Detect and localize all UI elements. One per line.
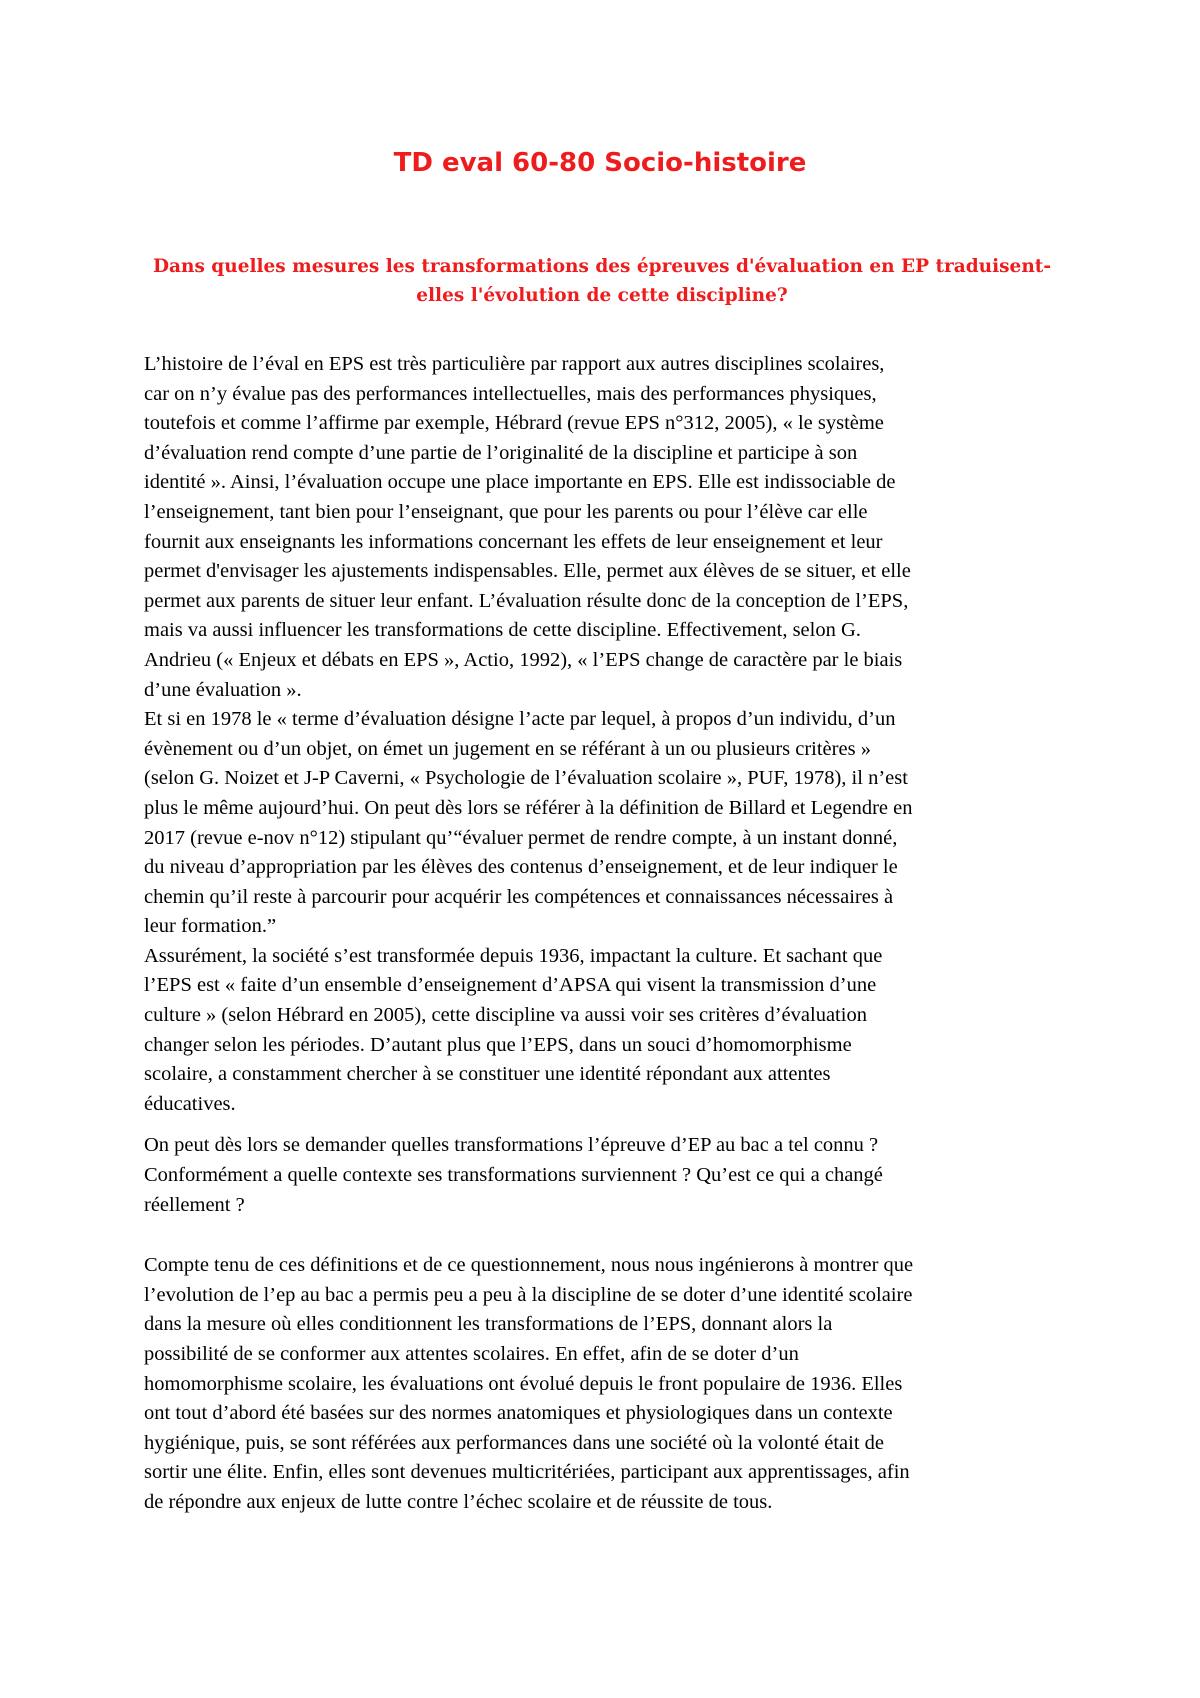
text-line: de répondre aux enjeux de lutte contre l’échec scolaire et de réussite de tous. — [144, 1490, 773, 1513]
text-line: d’une évaluation ». — [144, 678, 302, 701]
text-line: l’EPS est « faite d’un ensemble d’enseignement d’APSA qui visent la transmission d’une — [144, 974, 877, 997]
text-line: fournit aux enseignants les informations concernant les effets de leur enseignement et leur — [144, 530, 883, 553]
text-line: (selon G. Noizet et J-P Caverni, « Psychologie de l’évaluation scolaire », PUF, 1978), il n’est — [144, 767, 908, 790]
document-subtitle — [152, 252, 1052, 310]
text-line: possibilité de se conformer aux attentes scolaires. En effet, afin de se doter d’un — [144, 1343, 799, 1365]
text-line: d’évaluation rend compte d’une partie de l’originalité de la discipline et participe à son — [144, 441, 858, 464]
text-line: permet aux parents de situer leur enfant. L’évaluation résulte donc de la conception de l’EPS, — [144, 589, 909, 612]
text-line: toutefois et comme l’affirme par exemple, Hébrard (revue EPS n°312, 2005), « le système — [144, 412, 884, 435]
text-line: permet d'envisager les ajustements indispensables. Elle, permet aux élèves de se situer, et elle — [144, 560, 911, 583]
text-line: ont tout d’abord été basées sur des normes anatomiques et physiologiques dans un contexte — [144, 1402, 893, 1425]
paragraph-context — [144, 942, 1064, 1120]
text-line: hygiénique, puis, se sont référées aux performances dans une société où la volonté était de — [144, 1431, 885, 1454]
document-title: TD eval 60-80 Socio-histoire — [393, 148, 807, 178]
text-line: scolaire, a constamment chercher à se constituer une identité répondant aux attentes — [144, 1063, 831, 1086]
text-line: identité ». Ainsi, l’évaluation occupe une place importante en EPS. Elle est indissociable de — [144, 471, 896, 494]
text-line: dans la mesure où elles conditionnent les transformations de l’EPS, donnant alors la — [144, 1313, 833, 1336]
text-line: changer selon les périodes. D’autant plus que l’EPS, dans un souci d’homomorphisme — [144, 1033, 852, 1056]
text-line: leur formation.” — [144, 915, 277, 938]
text-line: évènement ou d’un objet, on émet un jugement en se référant à un ou plusieurs critères » — [144, 737, 871, 760]
paragraph-definition — [144, 705, 1064, 942]
text-line: 2017 (revue e-nov n°12) stipulant qu’“évaluer permet de rendre compte, à un instant donné, — [144, 826, 898, 849]
text-line: L’histoire de l’éval en EPS est très particulière par rapport aux autres disciplines scolaires, — [144, 353, 885, 375]
text-line: éducatives. — [144, 1092, 236, 1115]
text-line: plus le même aujourd’hui. On peut dès lors se référer à la définition de Billard et Legendre en — [144, 796, 913, 819]
document-body — [144, 350, 1064, 1518]
text-line: car on n’y évalue pas des performances intellectuelles, mais des performances physiques, — [144, 382, 877, 405]
text-line: du niveau d’appropriation par les élèves des contenus d’enseignement, et de leur indiquer le — [144, 856, 898, 879]
text-line: réellement ? — [144, 1193, 245, 1216]
paragraph-thesis — [144, 1251, 1064, 1517]
paragraph-questions — [144, 1131, 1064, 1220]
text-line: homomorphisme scolaire, les évaluations ont évolué depuis le front populaire de 1936. Elles — [144, 1372, 903, 1395]
text-line: On peut dès lors se demander quelles transformations l’épreuve d’EP au bac a tel connu ? — [144, 1134, 879, 1157]
text-line: chemin qu’il reste à parcourir pour acquérir les compétences et connaissances nécessaires à — [144, 885, 894, 908]
paragraph-intro — [144, 350, 1064, 705]
subtitle-line: elles l'évolution de cette discipline? — [416, 285, 788, 306]
text-line: Assurément, la société s’est transformée depuis 1936, impactant la culture. Et sachant que — [144, 944, 883, 967]
text-line: Conformément a quelle contexte ses transformations surviennent ? Qu’est ce qui a changé — [144, 1164, 883, 1187]
text-line: l’enseignement, tant bien pour l’enseignant, que pour les parents ou pour l’élève car elle — [144, 500, 868, 523]
subtitle-line: Dans quelles mesures les transformations des épreuves d'évaluation en EP traduisent- — [152, 256, 1052, 277]
text-line: Et si en 1978 le « terme d’évaluation désigne l’acte par lequel, à propos d’un individu, d’un — [144, 708, 896, 731]
text-line: l’evolution de l’ep au bac a permis peu a peu à la discipline de se doter d’une identité scolaire — [144, 1283, 913, 1306]
text-line: culture » (selon Hébrard en 2005), cette discipline va aussi voir ses critères d’évaluation — [144, 1004, 867, 1027]
text-line: mais va aussi influencer les transformations de cette discipline. Effectivement, selon G. — [144, 619, 861, 642]
text-line: sortir une élite. Enfin, elles sont devenues multicritériées, participant aux apprentissages, afin — [144, 1461, 910, 1484]
text-line: Compte tenu de ces définitions et de ce questionnement, nous nous ingénierons à montrer que — [144, 1254, 914, 1277]
text-line: Andrieu (« Enjeux et débats en EPS », Actio, 1992), « l’EPS change de caractère par le biais — [144, 648, 903, 671]
